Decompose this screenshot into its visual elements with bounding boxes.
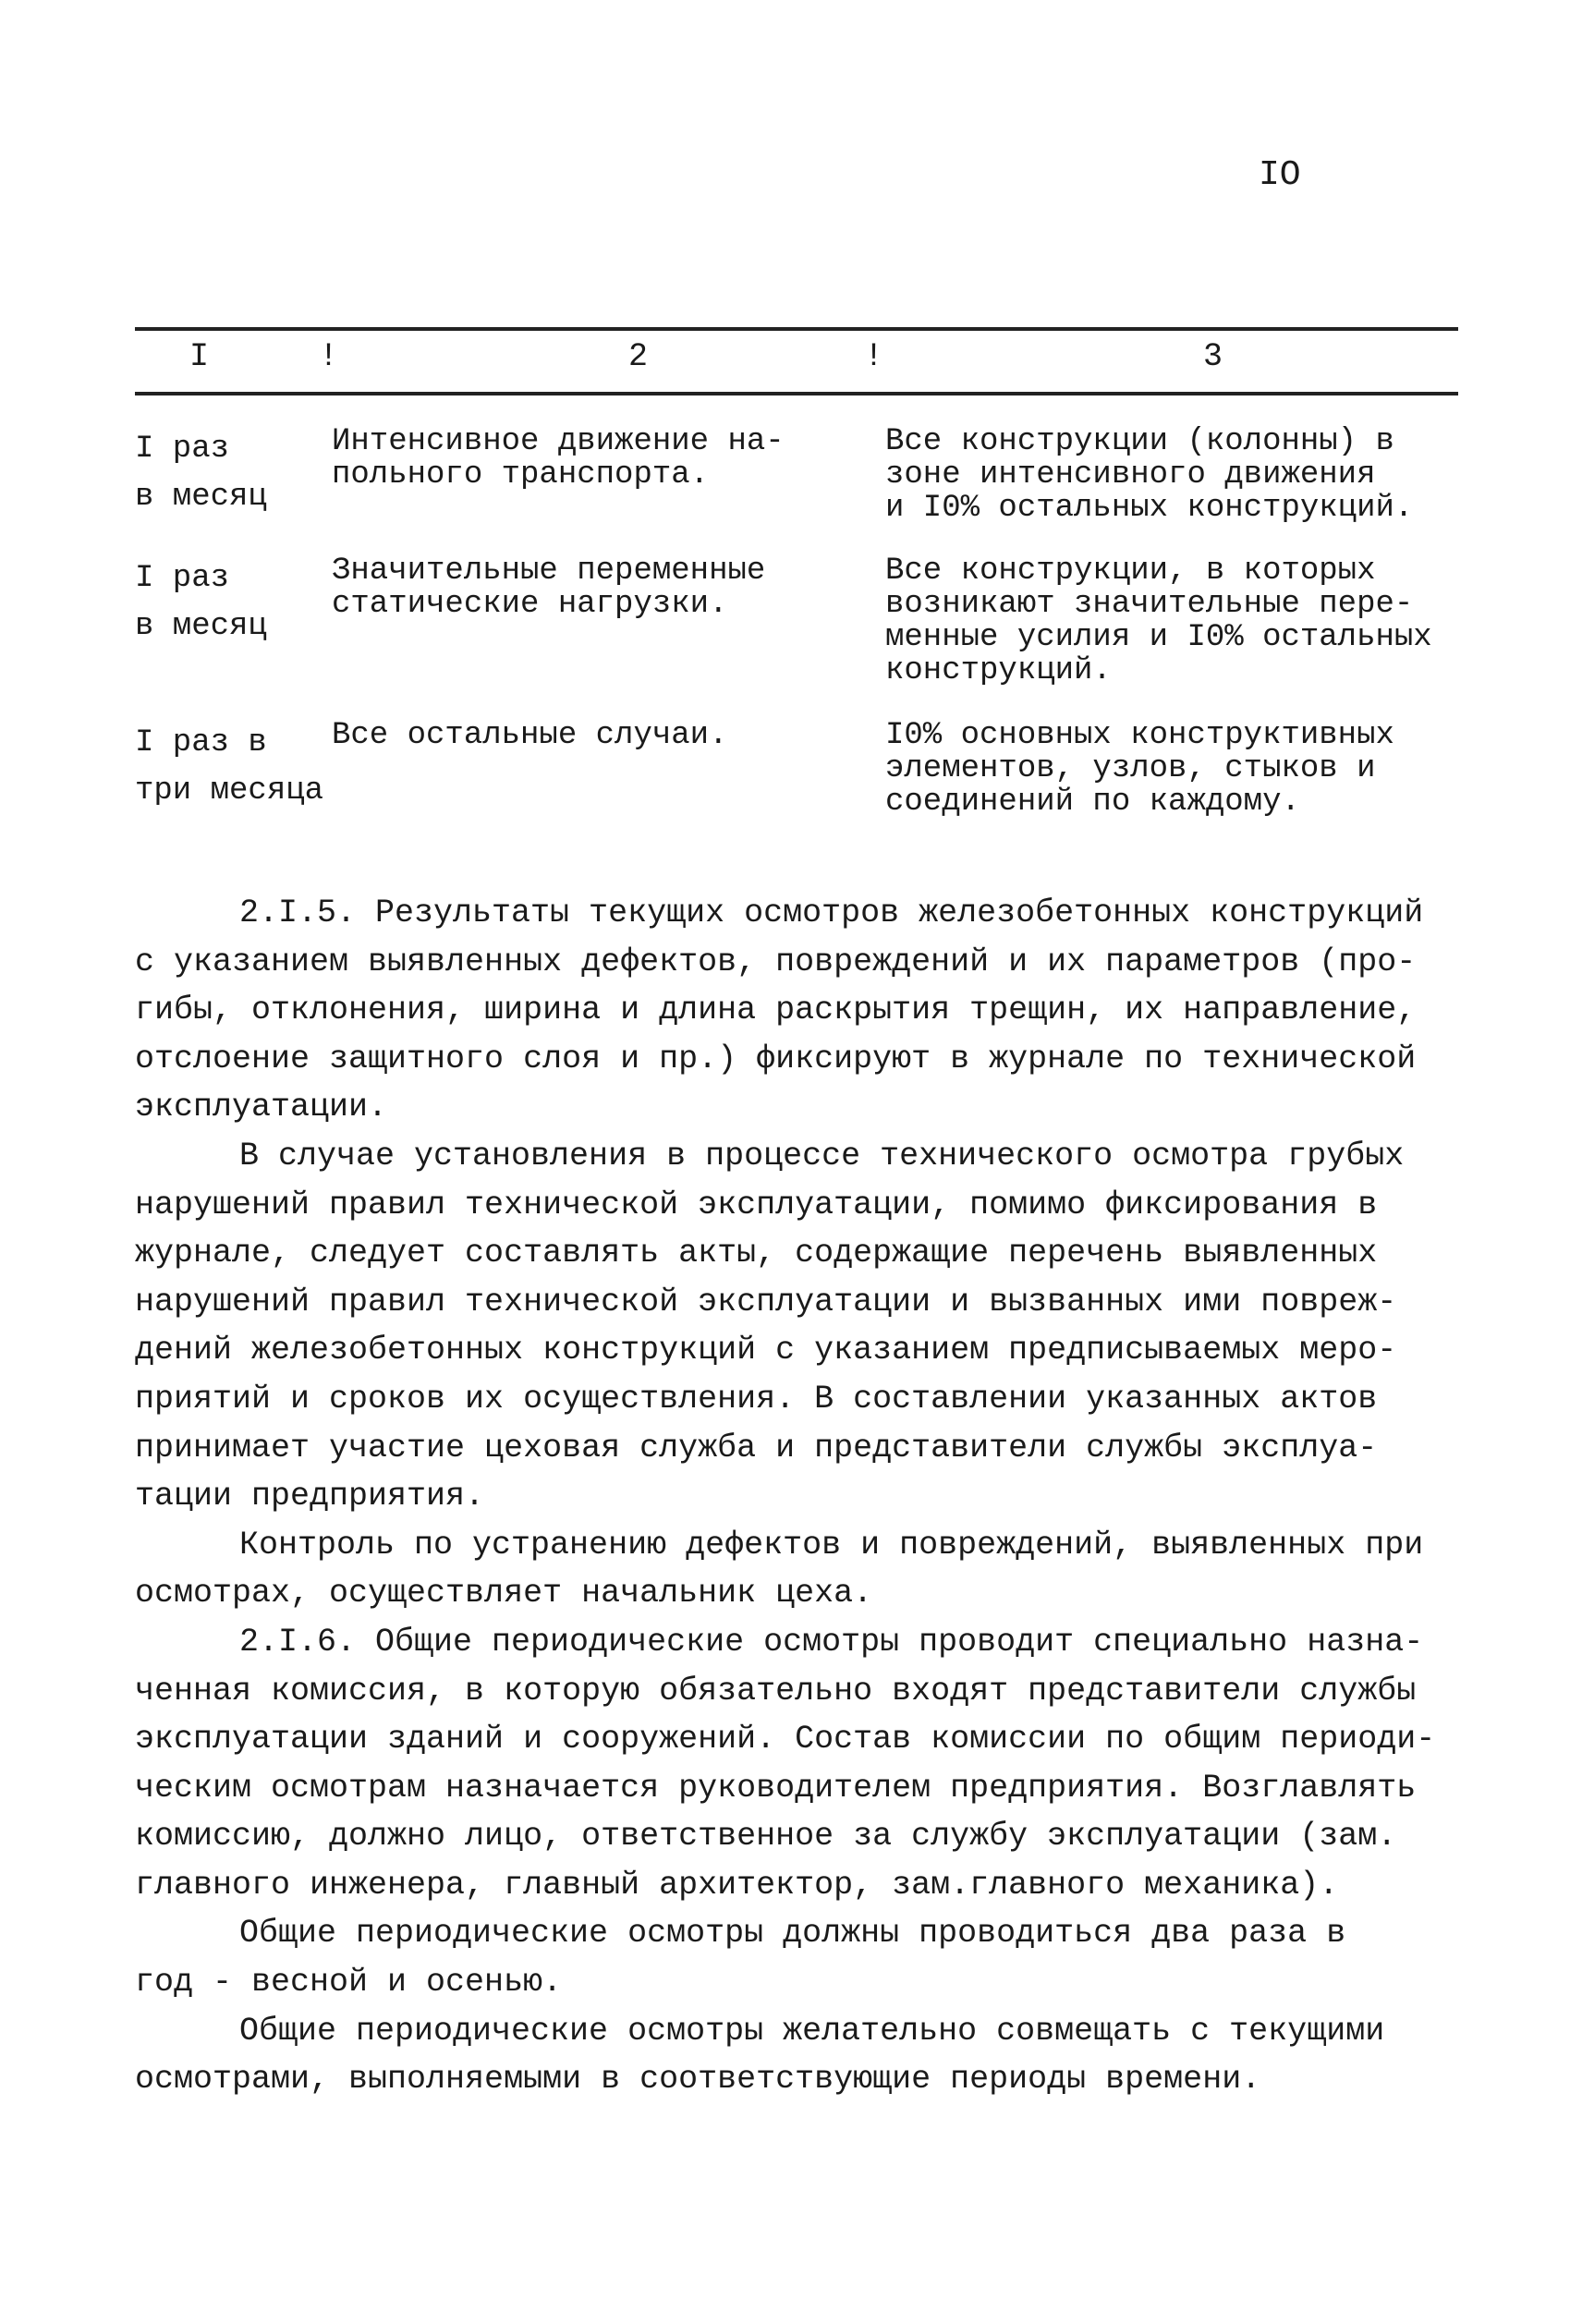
paragraph (135, 1132, 1466, 1521)
text-line: главного инженера, главный архитектор, зам.главного механика). (135, 1866, 1339, 1904)
paragraph (135, 889, 1466, 1132)
text-line: эксплуатации. (135, 1089, 388, 1126)
table-cell-col3 (885, 719, 1394, 819)
text-line: Контроль по устранению дефектов и повреждений, выявленных при (239, 1526, 1424, 1564)
header-separator: ! (864, 338, 884, 375)
table-cell-col3 (885, 554, 1432, 687)
cell-line: Значительные переменные (332, 554, 766, 589)
header-col-3: 3 (1203, 338, 1223, 375)
cell-line: соединений по каждому. (885, 785, 1300, 820)
text-line: комиссию, должно лицо, ответственное за службу эксплуатации (зам. (135, 1818, 1397, 1856)
paragraph (135, 2007, 1466, 2104)
paragraph (135, 1909, 1466, 2006)
text-line: ченная комиссия, в которую обязательно входят представители службы (135, 1672, 1417, 1710)
table-cell-col1 (135, 719, 323, 815)
text-line: Общие периодические осмотры желательно совмещать с текущими (239, 2012, 1385, 2050)
cell-line: в месяц (135, 480, 267, 515)
text-line: В случае установления в процессе технического осмотра грубых (239, 1137, 1405, 1174)
cell-line: конструкций. (885, 653, 1112, 688)
paragraph (135, 1618, 1466, 1910)
text-line: Общие периодические осмотры должны проводиться два раза в (239, 1915, 1346, 1953)
cell-line: возникают значительные пере- (885, 587, 1414, 622)
text-line: осмотрах, осуществляет начальник цеха. (135, 1575, 873, 1612)
page-number: IO (1259, 155, 1301, 195)
cell-line: менные усилия и I0% остальных (885, 620, 1432, 655)
cell-line: Все конструкции, в которых (885, 554, 1376, 589)
table-cell-col2 (332, 719, 727, 752)
text-line: журнале, следует составлять акты, содержащие перечень выявленных (135, 1235, 1378, 1272)
text-line: нарушений правил технической эксплуатации и вызванных ими повреж- (135, 1283, 1397, 1320)
table-cell-col3 (885, 425, 1413, 525)
text-line: с указанием выявленных дефектов, повреждений и их параметров (про- (135, 943, 1417, 980)
text-line: приятий и сроков их осуществления. В составлении указанных актов (135, 1380, 1378, 1418)
header-col-1: I (189, 338, 210, 375)
cell-line: элементов, узлов, стыков и (885, 751, 1376, 786)
cell-line: три месяца (135, 773, 324, 809)
cell-line: I раз (135, 561, 230, 596)
cell-line: польного транспорта. (332, 457, 710, 493)
text-line: гибы, отклонения, ширина и длина раскрытия трещин, их направление, (135, 992, 1417, 1029)
text-line: осмотрами, выполняемыми в соответствующие периоды времени. (135, 2061, 1261, 2099)
cell-line: Все остальные случаи. (332, 718, 728, 753)
cell-line: I раз (135, 432, 230, 467)
text-line: тации предприятия. (135, 1478, 485, 1515)
header-col-2: 2 (628, 338, 649, 375)
table-header-rule (135, 392, 1458, 395)
paragraph (135, 1521, 1466, 1618)
cell-line: статические нагрузки. (332, 587, 728, 622)
table-top-rule (135, 327, 1458, 331)
text-line: год - весной и осенью. (135, 1964, 563, 2002)
cell-line: зоне интенсивного движения (885, 457, 1376, 493)
body-text (135, 889, 1466, 2104)
cell-line: I раз в (135, 725, 267, 760)
cell-line: Интенсивное движение на- (332, 424, 785, 459)
cell-line: I0% основных конструктивных (885, 718, 1394, 753)
table-cell-col2 (332, 554, 765, 621)
text-line: принимает участие цеховая служба и представители службы эксплуа- (135, 1429, 1378, 1466)
cell-line: Все конструкции (колонны) в (885, 424, 1394, 459)
text-line: 2.I.5. Результаты текущих осмотров железобетонных конструкций (239, 894, 1424, 931)
table-cell-col2 (332, 425, 785, 492)
cell-line: в месяц (135, 609, 267, 644)
table-cell-col1 (135, 554, 267, 651)
table-cell-col1 (135, 425, 267, 521)
text-line: эксплуатации зданий и сооружений. Состав комиссии по общим периоди- (135, 1721, 1436, 1758)
text-line: ческим осмотрам назначается руководителем предприятия. Возглавлять (135, 1769, 1417, 1807)
text-line: 2.I.6. Общие периодические осмотры проводит специально назна- (239, 1623, 1424, 1661)
cell-line: и I0% остальных конструкций. (885, 491, 1414, 526)
text-line: отслоение защитного слоя и пр.) фиксируют в журнале по технической (135, 1040, 1417, 1077)
text-line: нарушений правил технической эксплуатации, помимо фиксирования в (135, 1186, 1378, 1223)
text-line: дений железобетонных конструкций с указанием предписываемых меро- (135, 1332, 1397, 1369)
header-separator: ! (319, 338, 339, 375)
